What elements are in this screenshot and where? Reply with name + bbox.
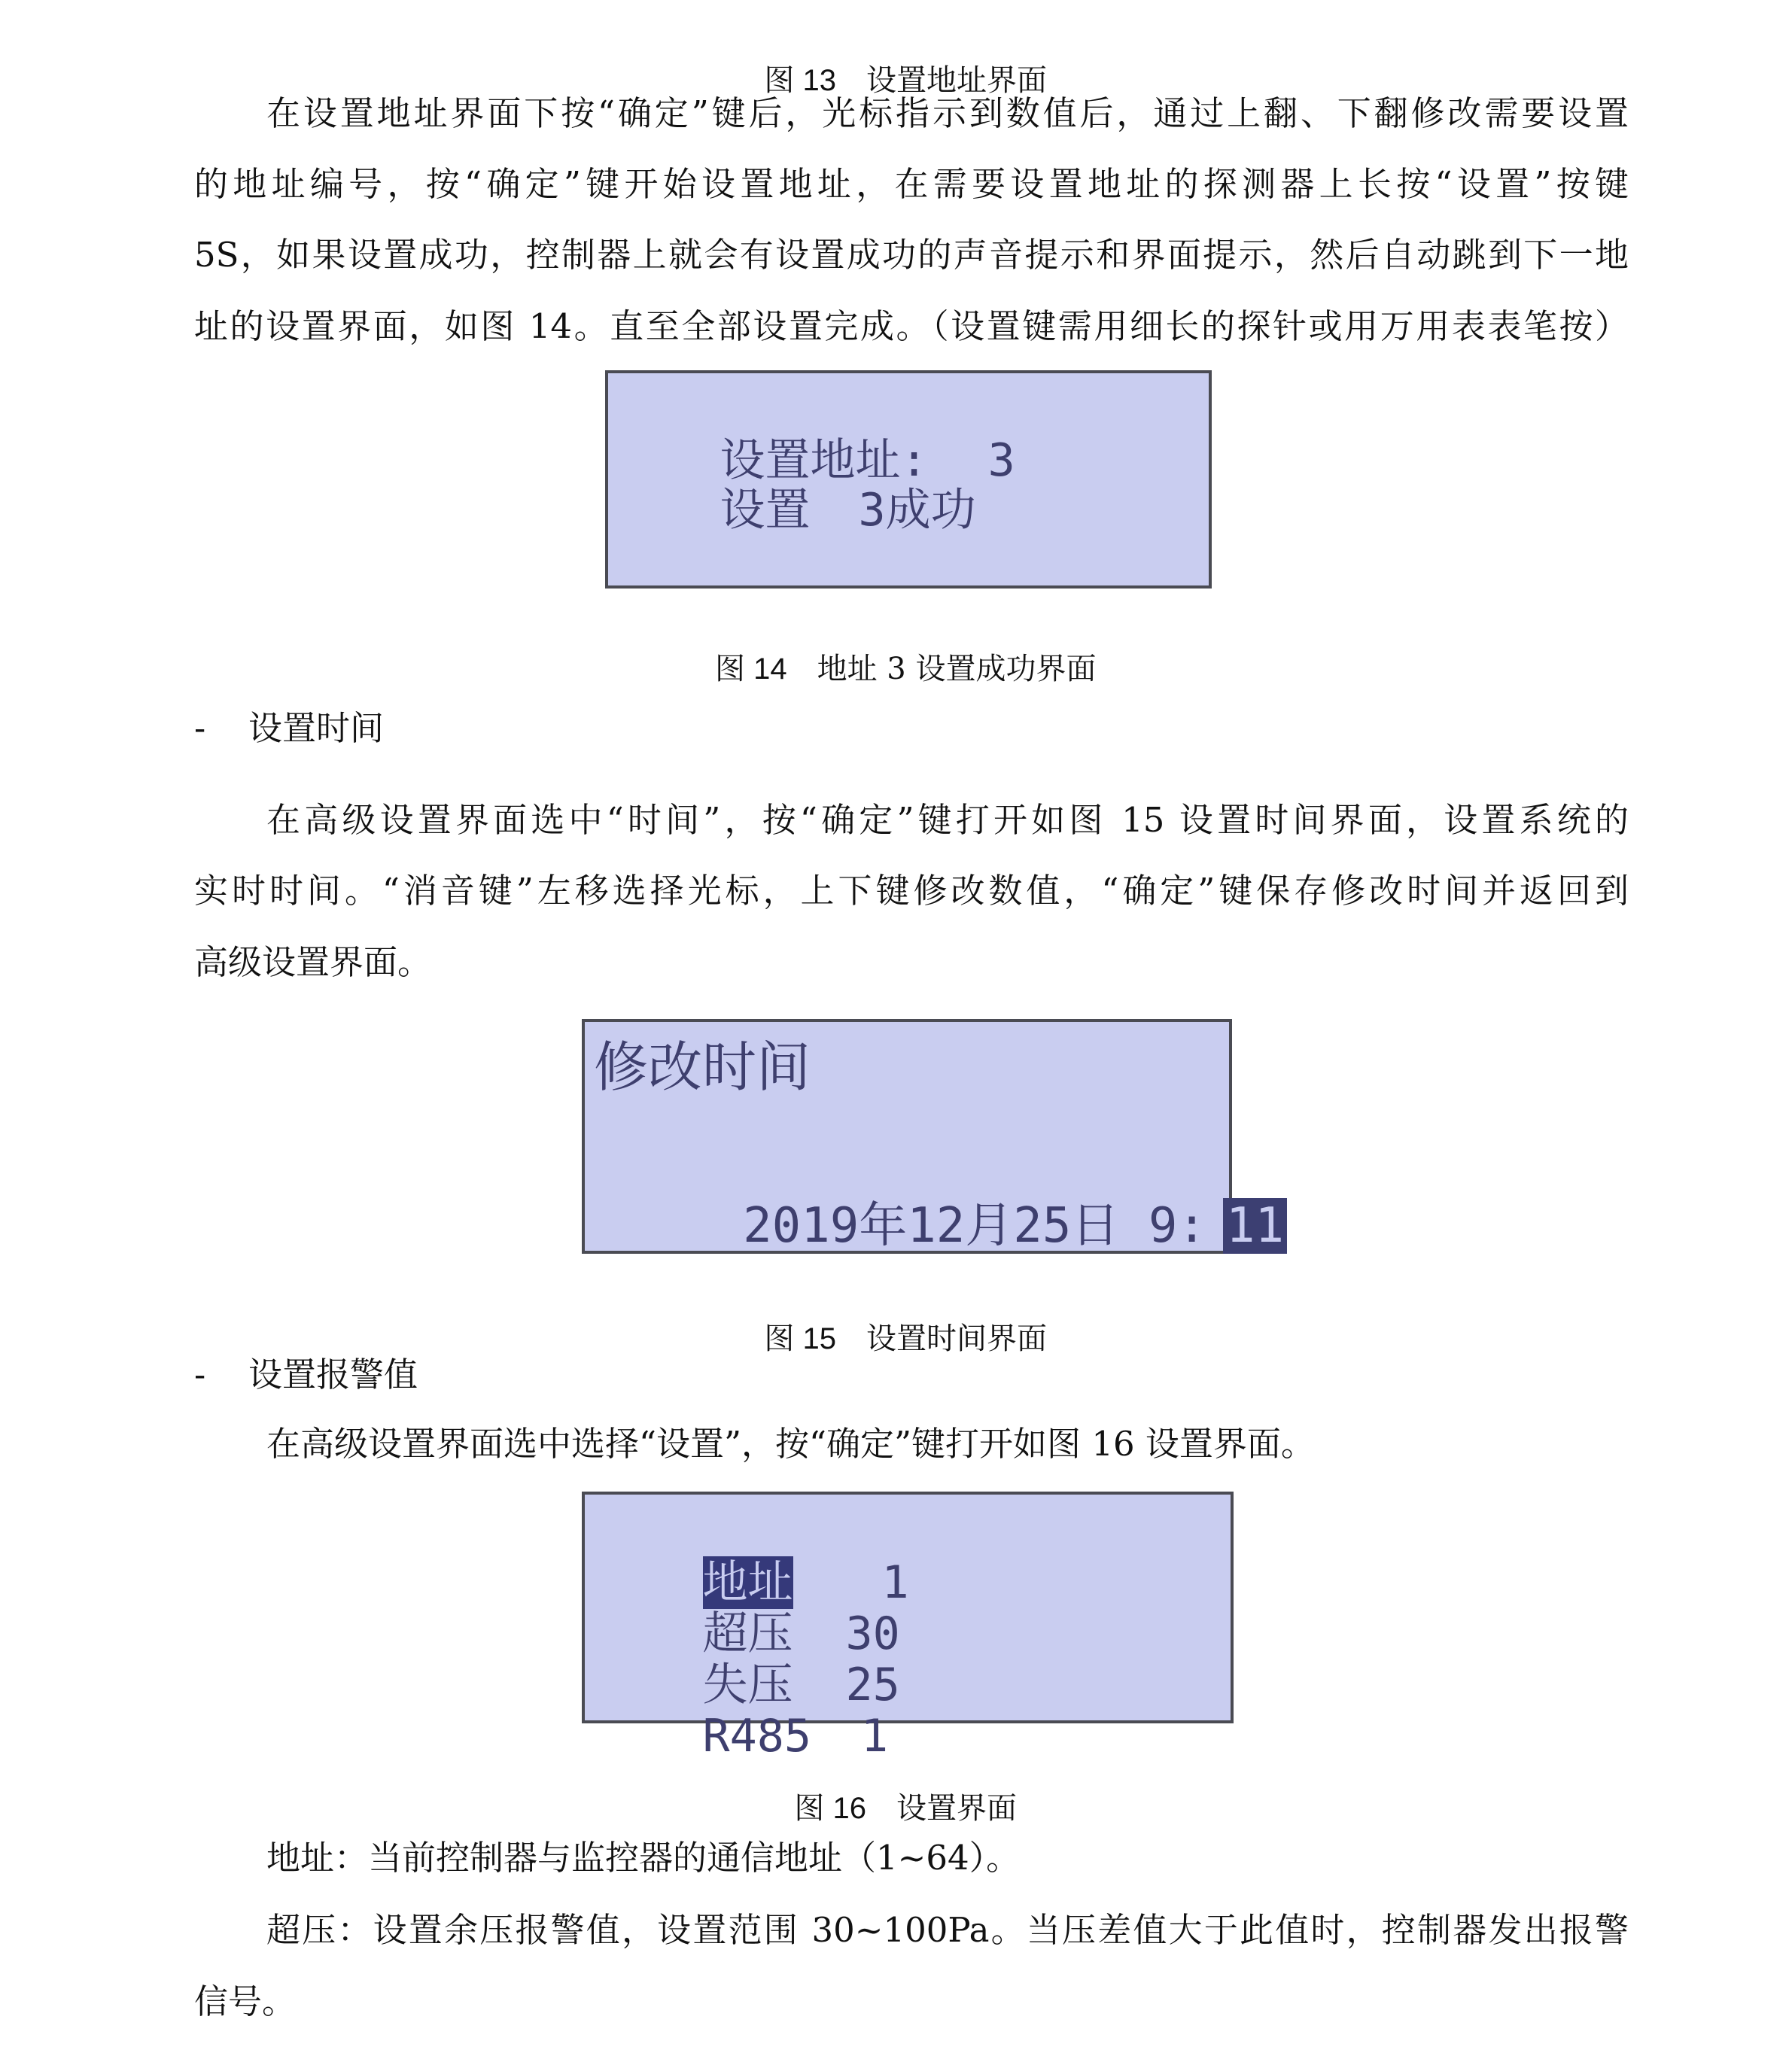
caption-number: 图 14 (714, 652, 787, 686)
lcd-minute-cursor: 11 (1223, 1198, 1287, 1254)
bullet-dash: - (194, 1355, 206, 1394)
lcd-screen-settings (582, 1492, 1234, 1763)
lcd-datetime: 2019年12月25日 9: (743, 1198, 1206, 1254)
lcd-setting-value: 1 (861, 1710, 889, 1763)
paragraph-line: 在设置地址界面下按“确定”键后，光标指示到数值后，通过上翻、下翻修改需要设置 (266, 93, 1629, 133)
caption-number: 图 15 (764, 1322, 837, 1355)
figure-14-caption (0, 615, 1792, 687)
paragraph-line: 高级设置界面。 (194, 942, 432, 982)
figure-16-caption (0, 1754, 1792, 1826)
lcd-setting-label: R485 (702, 1710, 811, 1763)
section-heading-time (194, 710, 384, 747)
lcd-setting-label: 超压 (702, 1607, 793, 1660)
figure-15-caption (0, 1285, 1792, 1357)
lcd-setting-label-selected: 地址 (702, 1556, 793, 1609)
figure-13-caption (0, 26, 1792, 99)
paragraph-line: 址的设置界面，如图 14。直至全部设置完成。（设置键需用细长的探针或用万用表表笔按） (194, 306, 1629, 346)
lcd-title: 修改时间 (594, 1036, 811, 1099)
lcd-row-set-result (611, 438, 976, 582)
paragraph-line: 信号。 (194, 1981, 297, 2021)
lcd-value: 3成功 (858, 484, 976, 537)
caption-title: 设置时间界面 (866, 1321, 1048, 1356)
paragraph-line: 的地址编号，按“确定”键开始设置地址，在需要设置地址的探测器上长按“设置”按键 (194, 164, 1629, 204)
lcd-value: 3 (987, 434, 1015, 487)
section-heading-alarm (194, 1357, 418, 1393)
caption-title: 设置地址界面 (866, 63, 1048, 98)
paragraph-line: 地址：当前控制器与监控器的通信地址（1~64）。 (266, 1838, 1021, 1878)
caption-title: 地址 3 设置成功界面 (817, 652, 1097, 686)
caption-title: 设置界面 (896, 1791, 1018, 1826)
lcd-setting-value: 30 (845, 1607, 900, 1660)
lcd-screen-address-success (605, 370, 1212, 589)
caption-number: 图 13 (764, 64, 837, 97)
lcd-setting-value: 25 (845, 1659, 900, 1711)
lcd-label: 设置地址: (720, 434, 928, 487)
caption-number: 图 16 (794, 1792, 867, 1825)
section-heading-text: 设置报警值 (248, 1355, 418, 1394)
bullet-dash: - (194, 708, 206, 748)
section-heading-text: 设置时间 (248, 708, 385, 748)
lcd-setting-label: 失压 (702, 1659, 793, 1711)
paragraph-line: 在高级设置界面选中“时间”，按“确定”键打开如图 15 设置时间界面，设置系统的 (266, 800, 1629, 840)
lcd-label: 设置 (720, 484, 811, 537)
paragraph-line: 5S，如果设置成功，控制器上就会有设置成功的声音提示和界面提示，然后自动跳到下一地 (194, 235, 1629, 275)
lcd-screen-modify-time (582, 1019, 1285, 1254)
paragraph-line: 在高级设置界面选中选择“设置”，按“确定”键打开如图 16 设置界面。 (266, 1424, 1315, 1464)
lcd-setting-value: 1 (881, 1556, 909, 1609)
paragraph-line: 超压：设置余压报警值，设置范围 30~100Pa。当压差值大于此值时，控制器发出报警 (266, 1910, 1629, 1950)
lcd-datetime-row (627, 1147, 1287, 1305)
paragraph-line: 实时时间。“消音键”左移选择光标，上下键修改数值，“确定”键保存修改时间并返回到 (194, 871, 1629, 911)
